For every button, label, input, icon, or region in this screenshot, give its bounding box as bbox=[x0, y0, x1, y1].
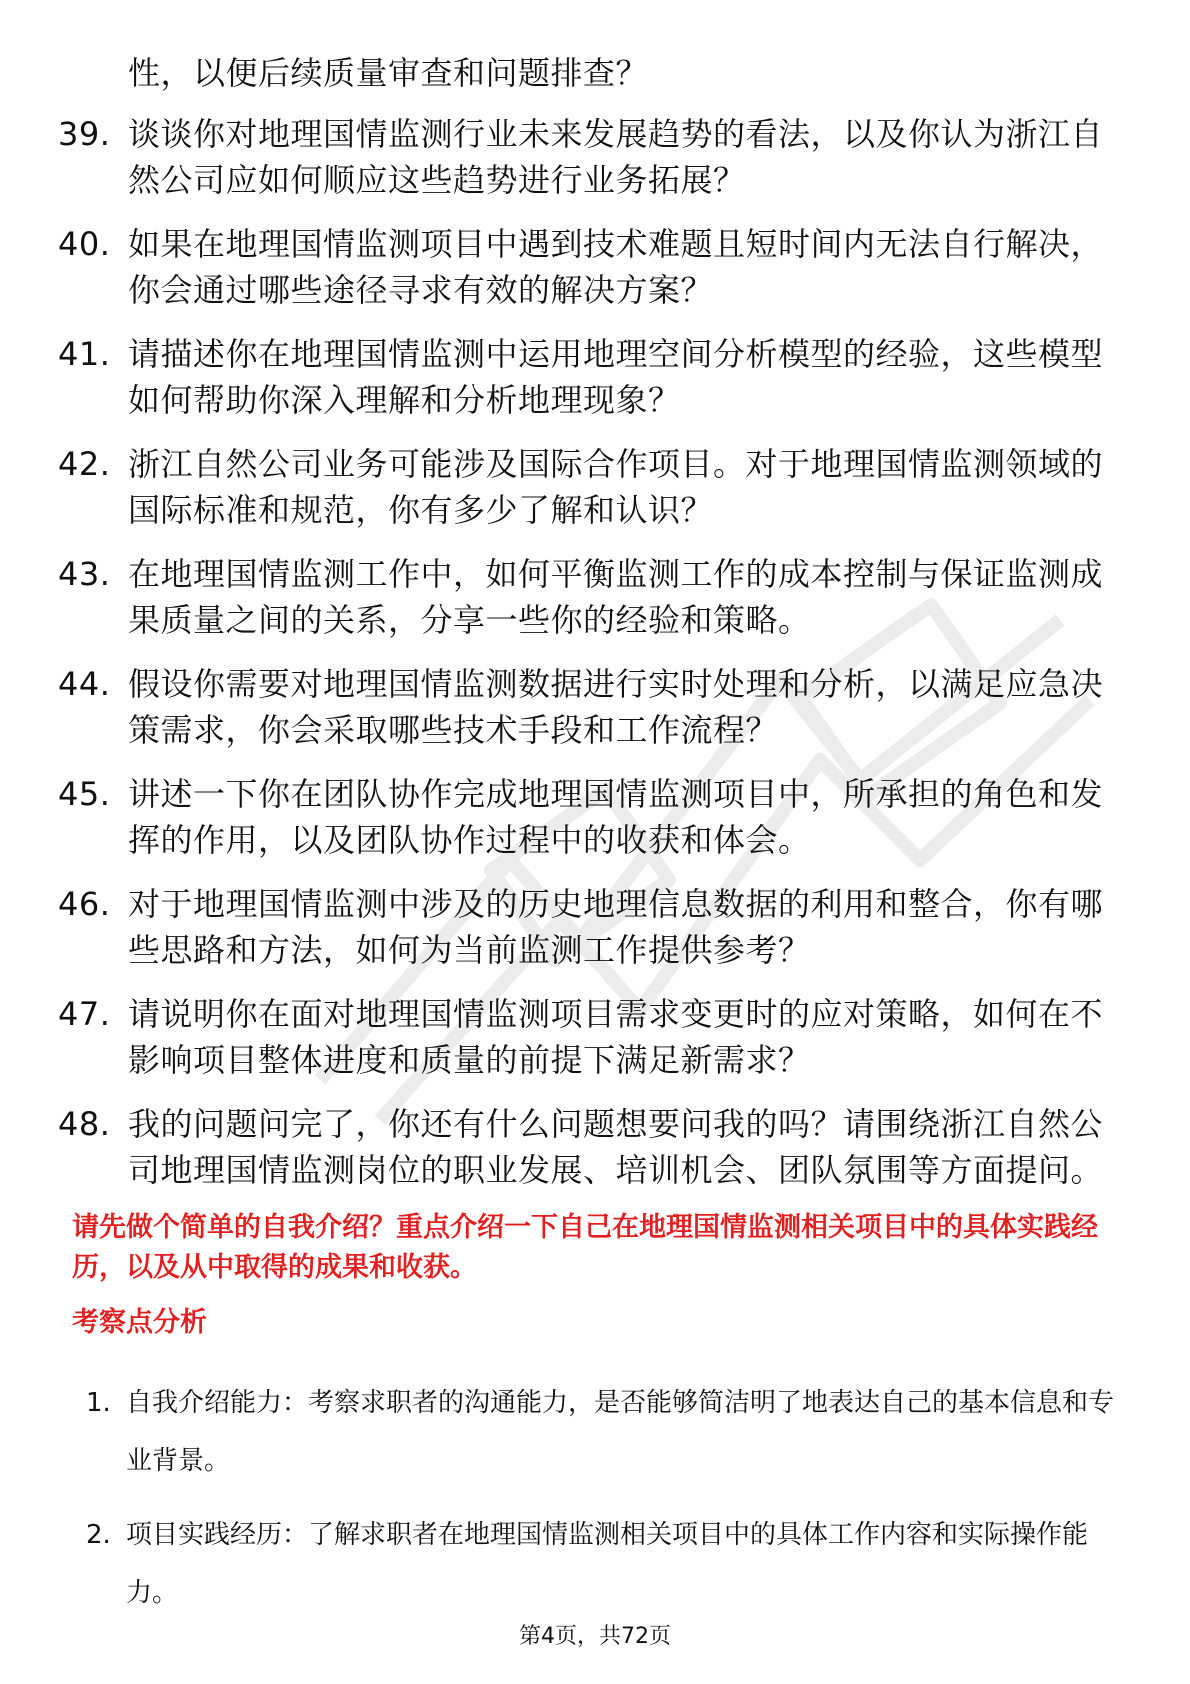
question-item bbox=[0, 441, 1190, 533]
analysis-number: 1. bbox=[86, 1388, 111, 1418]
question-number: 40. bbox=[58, 225, 111, 263]
question-item bbox=[0, 551, 1190, 643]
question-item bbox=[0, 771, 1190, 863]
question-number: 39. bbox=[58, 115, 111, 153]
analysis-section-title: 考察点分析 bbox=[72, 1307, 207, 1338]
question-text: 对于地理国情监测中涉及的历史地理信息数据的利用和整合，你有哪些思路和方法，如何为当前监测工作提供参考？ bbox=[128, 885, 1104, 969]
question-text: 讲述一下你在团队协作完成地理国情监测项目中，所承担的角色和发挥的作用，以及团队协作过程中的收获和体会。 bbox=[128, 775, 1104, 859]
question-number: 47. bbox=[58, 995, 111, 1033]
question-item bbox=[0, 111, 1190, 203]
analysis-item bbox=[0, 1506, 1190, 1622]
question-number: 41. bbox=[58, 335, 111, 373]
question-text: 我的问题问完了，你还有什么问题想要问我的吗？请围绕浙江自然公司地理国情监测岗位的职业发展、培训机会、团队氛围等方面提问。 bbox=[128, 1105, 1104, 1189]
question-item bbox=[0, 661, 1190, 753]
question-text: 谈谈你对地理国情监测行业未来发展趋势的看法，以及你认为浙江自然公司应如何顺应这些趋势进行业务拓展？ bbox=[128, 115, 1104, 199]
continued-question-text: 性，以便后续质量审查和问题排查？ bbox=[128, 54, 649, 92]
question-text: 如果在地理国情监测项目中遇到技术难题且短时间内无法自行解决，你会通过哪些途径寻求有效的解决方案？ bbox=[128, 225, 1104, 309]
question-number: 45. bbox=[58, 775, 111, 813]
question-list bbox=[0, 111, 1190, 1211]
question-item bbox=[0, 221, 1190, 313]
question-text: 请说明你在面对地理国情监测项目需求变更时的应对策略，如何在不影响项目整体进度和质量的前提下满足新需求？ bbox=[128, 995, 1104, 1079]
question-text: 浙江自然公司业务可能涉及国际合作项目。对于地理国情监测领域的国际标准和规范，你有多少了解和认识？ bbox=[128, 445, 1104, 529]
question-item bbox=[0, 991, 1190, 1083]
analysis-text: 项目实践经历：了解求职者在地理国情监测相关项目中的具体工作内容和实际操作能力。 bbox=[126, 1520, 1089, 1608]
question-number: 48. bbox=[58, 1105, 111, 1143]
question-text: 请描述你在地理国情监测中运用地理空间分析模型的经验，这些模型如何帮助你深入理解和分析地理现象？ bbox=[128, 335, 1104, 419]
analysis-item bbox=[0, 1374, 1190, 1490]
analysis-number: 2. bbox=[86, 1520, 111, 1550]
page-footer: 第4页，共72页 bbox=[519, 1624, 671, 1649]
question-number: 42. bbox=[58, 445, 111, 483]
question-number: 43. bbox=[58, 555, 111, 593]
analysis-list bbox=[0, 1374, 1190, 1638]
question-number: 44. bbox=[58, 665, 111, 703]
highlighted-interview-question: 请先做个简单的自我介绍？重点介绍一下自己在地理国情监测相关项目中的具体实践经历，以及从中取得的成果和收获。 bbox=[72, 1212, 1098, 1283]
analysis-text: 自我介绍能力：考察求职者的沟通能力，是否能够简洁明了地表达自己的基本信息和专业背景。 bbox=[126, 1388, 1115, 1476]
question-number: 46. bbox=[58, 885, 111, 923]
question-text: 在地理国情监测工作中，如何平衡监测工作的成本控制与保证监测成果质量之间的关系，分享一些你的经验和策略。 bbox=[128, 555, 1104, 639]
question-item bbox=[0, 1101, 1190, 1193]
question-item bbox=[0, 331, 1190, 423]
question-text: 假设你需要对地理国情监测数据进行实时处理和分析，以满足应急决策需求，你会采取哪些技术手段和工作流程？ bbox=[128, 665, 1104, 749]
question-item bbox=[0, 881, 1190, 973]
